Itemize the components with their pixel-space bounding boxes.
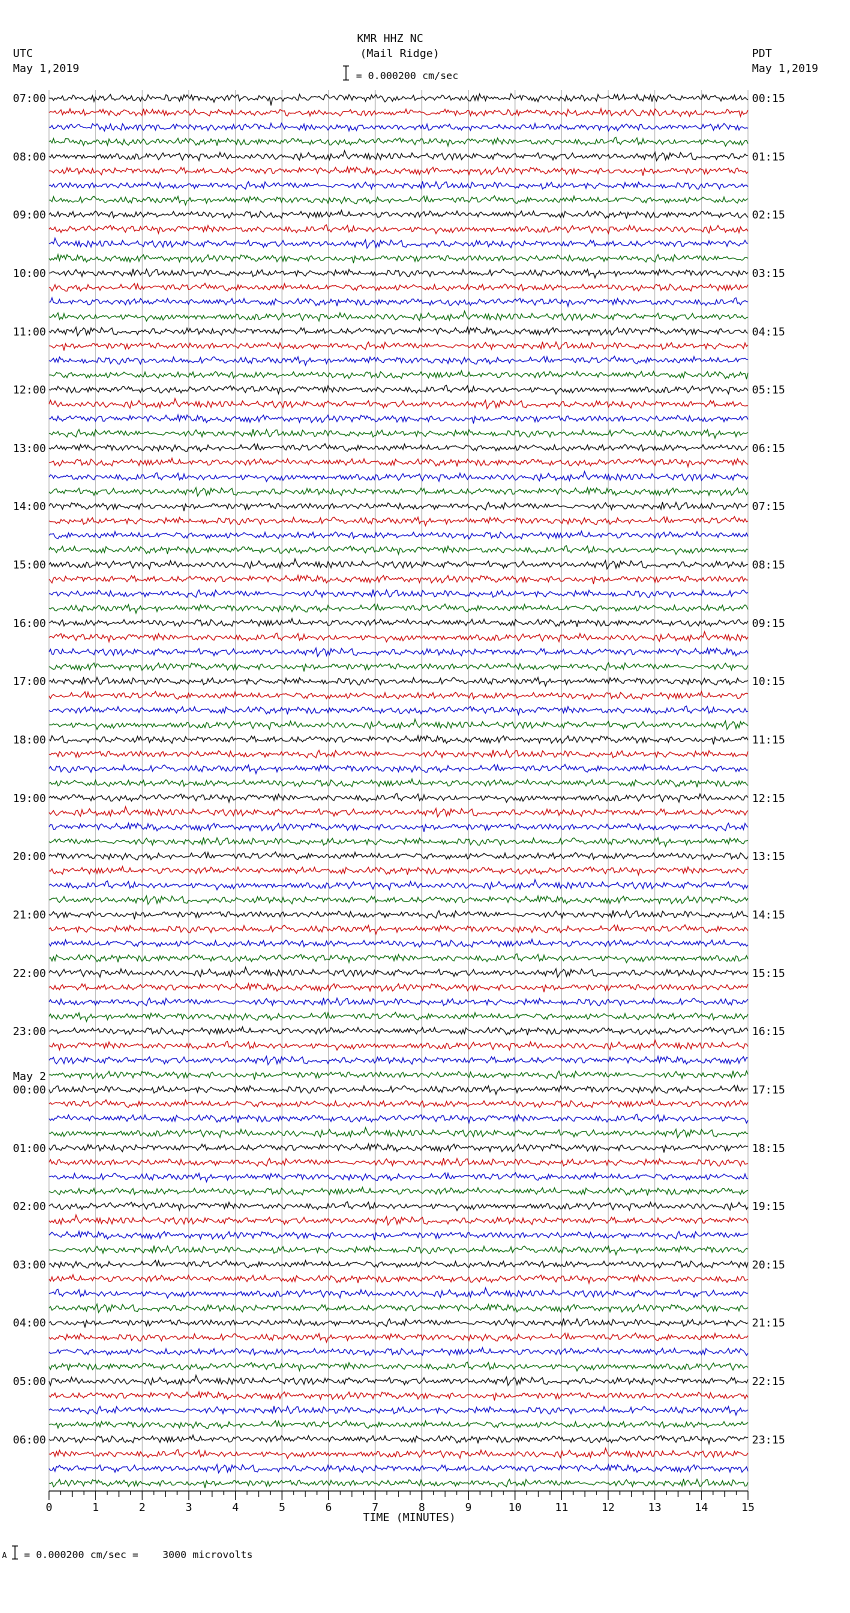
right-hour-label: 14:15 xyxy=(752,908,786,922)
seismic-trace-69 xyxy=(49,1100,748,1108)
seismic-trace-56 xyxy=(49,910,748,919)
right-hour-label: 09:15 xyxy=(752,616,786,630)
seismic-trace-32 xyxy=(49,559,748,569)
seismic-trace-24 xyxy=(49,444,748,452)
x-tick-label: 0 xyxy=(45,1501,53,1514)
x-tick-label: 9 xyxy=(465,1501,472,1514)
right-hour-label: 10:15 xyxy=(752,675,786,689)
seismic-trace-92 xyxy=(49,1435,748,1444)
left-hour-label: 01:00 xyxy=(12,1141,46,1155)
seismic-trace-11 xyxy=(49,254,748,263)
seismic-trace-61 xyxy=(49,983,748,992)
seismic-trace-75 xyxy=(49,1187,748,1195)
right-hour-label: 18:15 xyxy=(752,1141,786,1155)
seismic-trace-81 xyxy=(49,1275,748,1284)
left-hour-label: 06:00 xyxy=(12,1433,46,1447)
seismic-trace-54 xyxy=(49,880,748,890)
seismic-trace-33 xyxy=(49,575,748,584)
right-hour-label: 23:15 xyxy=(752,1433,786,1447)
right-hour-label: 07:15 xyxy=(752,500,786,514)
seismic-trace-95 xyxy=(49,1479,748,1488)
seismic-trace-85 xyxy=(49,1333,748,1342)
right-hour-label: 04:15 xyxy=(752,325,786,339)
x-tick-label: 4 xyxy=(232,1501,239,1514)
seismic-trace-37 xyxy=(49,632,748,642)
footer-scale-note: = 0.000200 cm/sec = 3000 microvolts xyxy=(24,1550,253,1561)
x-tick-label: 12 xyxy=(601,1501,615,1514)
seismic-trace-9 xyxy=(49,225,748,234)
left-hour-label: 14:00 xyxy=(12,500,46,514)
left-hour-label: 13:00 xyxy=(12,441,46,455)
seismic-trace-35 xyxy=(49,604,748,613)
left-hour-label: 03:00 xyxy=(12,1258,46,1272)
seismic-trace-86 xyxy=(49,1348,748,1356)
left-hour-label: 11:00 xyxy=(12,325,46,339)
seismic-trace-59 xyxy=(49,954,748,963)
seismic-trace-21 xyxy=(49,398,748,408)
x-tick-label: 14 xyxy=(694,1501,709,1514)
seismic-trace-82 xyxy=(49,1288,748,1298)
seismic-trace-60 xyxy=(49,967,748,977)
right-date: May 1,2019 xyxy=(752,62,819,75)
right-hour-label: 05:15 xyxy=(752,383,786,397)
seismic-trace-44 xyxy=(49,736,748,745)
right-hour-label: 11:15 xyxy=(752,733,786,747)
seismic-trace-74 xyxy=(49,1173,748,1182)
seismic-trace-45 xyxy=(49,750,748,758)
left-timezone: UTC xyxy=(13,47,33,60)
seismic-trace-17 xyxy=(49,342,748,351)
seismic-trace-12 xyxy=(49,269,748,278)
seismic-trace-26 xyxy=(49,471,748,481)
seismic-trace-65 xyxy=(49,1040,748,1050)
right-hour-label: 15:15 xyxy=(752,966,786,980)
x-tick-label: 15 xyxy=(741,1501,755,1514)
seismic-trace-79 xyxy=(49,1246,748,1255)
seismic-trace-52 xyxy=(49,852,748,860)
seismic-trace-31 xyxy=(49,546,748,555)
left-hour-label: 16:00 xyxy=(12,616,46,630)
seismic-trace-18 xyxy=(49,356,748,365)
seismic-trace-0 xyxy=(49,94,748,106)
seismic-trace-83 xyxy=(49,1304,748,1313)
seismic-trace-84 xyxy=(49,1319,748,1328)
seismic-trace-28 xyxy=(49,502,748,511)
left-date: May 1,2019 xyxy=(13,62,80,75)
right-hour-label: 00:15 xyxy=(752,92,786,105)
seismic-trace-2 xyxy=(49,123,748,131)
right-hour-label: 08:15 xyxy=(752,558,786,572)
right-hour-label: 22:15 xyxy=(752,1375,786,1389)
seismic-trace-16 xyxy=(49,327,748,336)
seismic-trace-47 xyxy=(49,779,748,787)
x-tick-label: 7 xyxy=(371,1501,379,1514)
right-hour-label: 06:15 xyxy=(752,441,786,455)
seismic-trace-46 xyxy=(49,764,748,773)
right-hour-label: 20:15 xyxy=(752,1258,786,1272)
seismic-trace-57 xyxy=(49,925,748,934)
seismic-trace-25 xyxy=(49,458,748,467)
seismic-trace-90 xyxy=(49,1406,748,1415)
seismic-trace-62 xyxy=(49,998,748,1006)
seismic-trace-14 xyxy=(49,298,748,307)
seismic-trace-19 xyxy=(49,371,748,380)
x-axis xyxy=(46,1491,755,1514)
seismic-trace-51 xyxy=(49,837,748,846)
footer-scale-mark: A xyxy=(2,1551,7,1560)
seismic-trace-4 xyxy=(49,151,748,161)
seismic-trace-66 xyxy=(49,1056,748,1065)
right-hour-label: 21:15 xyxy=(752,1316,786,1330)
right-timezone: PDT xyxy=(752,47,772,60)
x-axis-label: TIME (MINUTES) xyxy=(363,1511,456,1524)
x-tick-label: 10 xyxy=(508,1501,522,1514)
left-hour-label: 07:00 xyxy=(12,92,46,105)
left-hour-label: 05:00 xyxy=(12,1375,46,1389)
left-hour-label: 10:00 xyxy=(12,266,46,280)
seismic-trace-42 xyxy=(49,706,748,715)
seismic-trace-29 xyxy=(49,517,748,526)
seismic-trace-8 xyxy=(49,210,748,219)
seismic-trace-22 xyxy=(49,415,748,424)
seismic-trace-87 xyxy=(49,1362,748,1371)
seismic-trace-72 xyxy=(49,1144,748,1153)
left-hour-label: 04:00 xyxy=(12,1316,46,1330)
seismic-trace-36 xyxy=(49,619,748,627)
x-tick-label: 2 xyxy=(138,1501,146,1514)
seismic-trace-23 xyxy=(49,429,748,438)
seismic-trace-49 xyxy=(49,807,748,817)
seismic-trace-55 xyxy=(49,896,748,905)
seismic-trace-68 xyxy=(49,1085,748,1094)
x-tick-label: 13 xyxy=(648,1501,662,1514)
seismic-trace-40 xyxy=(49,677,748,686)
left-hour-label: 21:00 xyxy=(12,908,46,922)
seismic-trace-89 xyxy=(49,1392,748,1401)
seismic-trace-71 xyxy=(49,1127,748,1137)
day-change-label: May 2 xyxy=(13,1070,47,1083)
seismic-trace-5 xyxy=(49,167,748,176)
seismic-trace-6 xyxy=(49,181,748,189)
x-tick-label: 6 xyxy=(325,1501,332,1514)
left-hour-label: 00:00 xyxy=(12,1083,46,1097)
seismic-trace-3 xyxy=(49,137,748,146)
left-hour-label: 23:00 xyxy=(12,1025,46,1039)
left-hour-label: 18:00 xyxy=(12,733,46,747)
x-tick-label: 8 xyxy=(418,1501,426,1514)
left-hour-label: 20:00 xyxy=(12,850,46,864)
right-hour-label: 01:15 xyxy=(752,150,786,164)
seismic-trace-15 xyxy=(49,311,748,321)
x-tick-label: 5 xyxy=(278,1501,286,1514)
left-hour-label: 17:00 xyxy=(12,675,46,689)
seismic-trace-34 xyxy=(49,590,748,598)
seismic-trace-41 xyxy=(49,691,748,699)
seismic-trace-7 xyxy=(49,196,748,205)
seismic-trace-27 xyxy=(49,488,748,497)
left-hour-label: 09:00 xyxy=(12,208,46,222)
x-tick-label: 1 xyxy=(92,1501,99,1514)
seismic-trace-78 xyxy=(49,1231,748,1240)
seismic-trace-43 xyxy=(49,719,748,729)
right-hour-label: 03:15 xyxy=(752,266,786,280)
seismic-trace-48 xyxy=(49,793,748,802)
seismic-trace-73 xyxy=(49,1158,748,1166)
right-hour-label: 17:15 xyxy=(752,1083,786,1097)
x-tick-label: 3 xyxy=(185,1501,193,1514)
left-hour-label: 08:00 xyxy=(12,150,46,164)
seismic-trace-67 xyxy=(49,1071,748,1080)
left-hour-label: 22:00 xyxy=(12,966,46,980)
left-hour-label: 15:00 xyxy=(12,558,46,572)
seismic-trace-10 xyxy=(49,238,748,248)
seismic-trace-58 xyxy=(49,939,748,947)
seismic-trace-30 xyxy=(49,531,748,539)
seismic-trace-63 xyxy=(49,1012,748,1021)
x-tick-label: 11 xyxy=(554,1501,569,1514)
seismic-trace-76 xyxy=(49,1202,748,1211)
seismic-trace-91 xyxy=(49,1420,748,1428)
left-hour-label: 12:00 xyxy=(12,383,46,397)
right-hour-label: 19:15 xyxy=(752,1200,786,1214)
seismic-trace-38 xyxy=(49,648,748,657)
right-hour-label: 12:15 xyxy=(752,791,786,805)
seismic-trace-39 xyxy=(49,663,748,672)
seismic-trace-88 xyxy=(49,1375,748,1385)
right-hour-label: 02:15 xyxy=(752,208,786,222)
seismic-trace-70 xyxy=(49,1114,748,1123)
right-hour-label: 13:15 xyxy=(752,850,786,864)
seismic-trace-20 xyxy=(49,385,748,394)
right-hour-label: 16:15 xyxy=(752,1025,786,1039)
seismic-trace-77 xyxy=(49,1215,748,1225)
scale-text: = 0.000200 cm/sec xyxy=(356,71,459,82)
seismic-trace-94 xyxy=(49,1464,748,1473)
left-hour-label: 02:00 xyxy=(12,1200,46,1214)
seismic-trace-64 xyxy=(49,1027,748,1036)
station-location: (Mail Ridge) xyxy=(360,47,440,60)
seismic-trace-13 xyxy=(49,283,748,291)
seismic-trace-50 xyxy=(49,823,748,832)
trace-group xyxy=(49,94,748,1488)
seismic-trace-1 xyxy=(49,109,748,117)
seismic-trace-93 xyxy=(49,1448,748,1458)
left-hour-label: 19:00 xyxy=(12,791,46,805)
seismic-trace-80 xyxy=(49,1260,748,1268)
station-title: KMR HHZ NC xyxy=(357,32,424,45)
seismic-trace-53 xyxy=(49,866,748,875)
